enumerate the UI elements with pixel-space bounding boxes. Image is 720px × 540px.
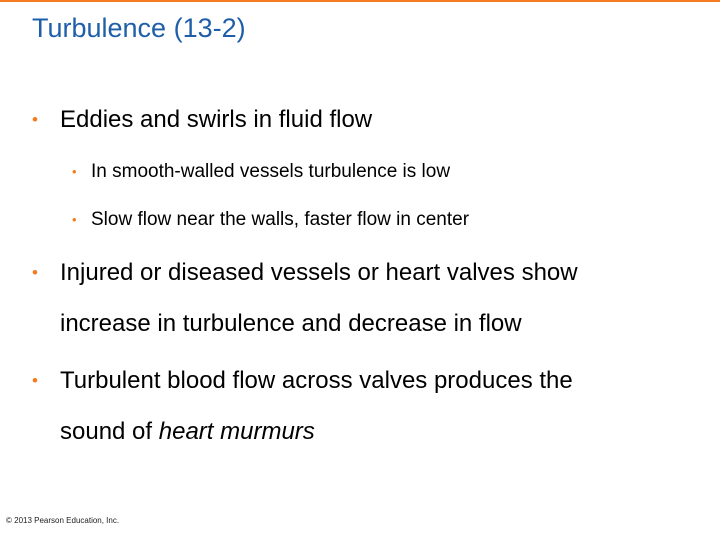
slide-title: Turbulence (13-2) — [32, 13, 246, 43]
sub-bullet-item — [72, 160, 451, 183]
top-accent-bar — [0, 0, 720, 2]
bullet-marker: • — [32, 110, 38, 129]
bullet-marker: • — [32, 263, 38, 282]
bullet-text-prefix: sound of — [60, 418, 159, 445]
bullet-text: Slow flow near the walls, faster flow in center — [91, 209, 470, 230]
bullet-marker: • — [32, 371, 38, 390]
sub-bullet-item — [72, 208, 470, 231]
bullet-marker: • — [72, 212, 77, 227]
bullet-text: In smooth-walled vessels turbulence is low — [91, 161, 451, 182]
bullet-marker: • — [72, 164, 77, 179]
bullet-item — [32, 258, 578, 338]
emphasis-term: heart murmurs — [158, 418, 315, 445]
copyright-footer: © 2013 Pearson Education, Inc. — [6, 516, 120, 525]
bullet-text-line — [60, 417, 573, 446]
bullet-text-line: Injured or diseased vessels or heart valves show — [60, 259, 578, 286]
bullet-text: Eddies and swirls in fluid flow — [60, 106, 373, 133]
bullet-text-line: increase in turbulence and decrease in flow — [60, 310, 522, 337]
bullet-item — [32, 105, 373, 134]
bullet-item — [32, 366, 573, 446]
bullet-text-line: Turbulent blood flow across valves produces the — [60, 367, 573, 394]
